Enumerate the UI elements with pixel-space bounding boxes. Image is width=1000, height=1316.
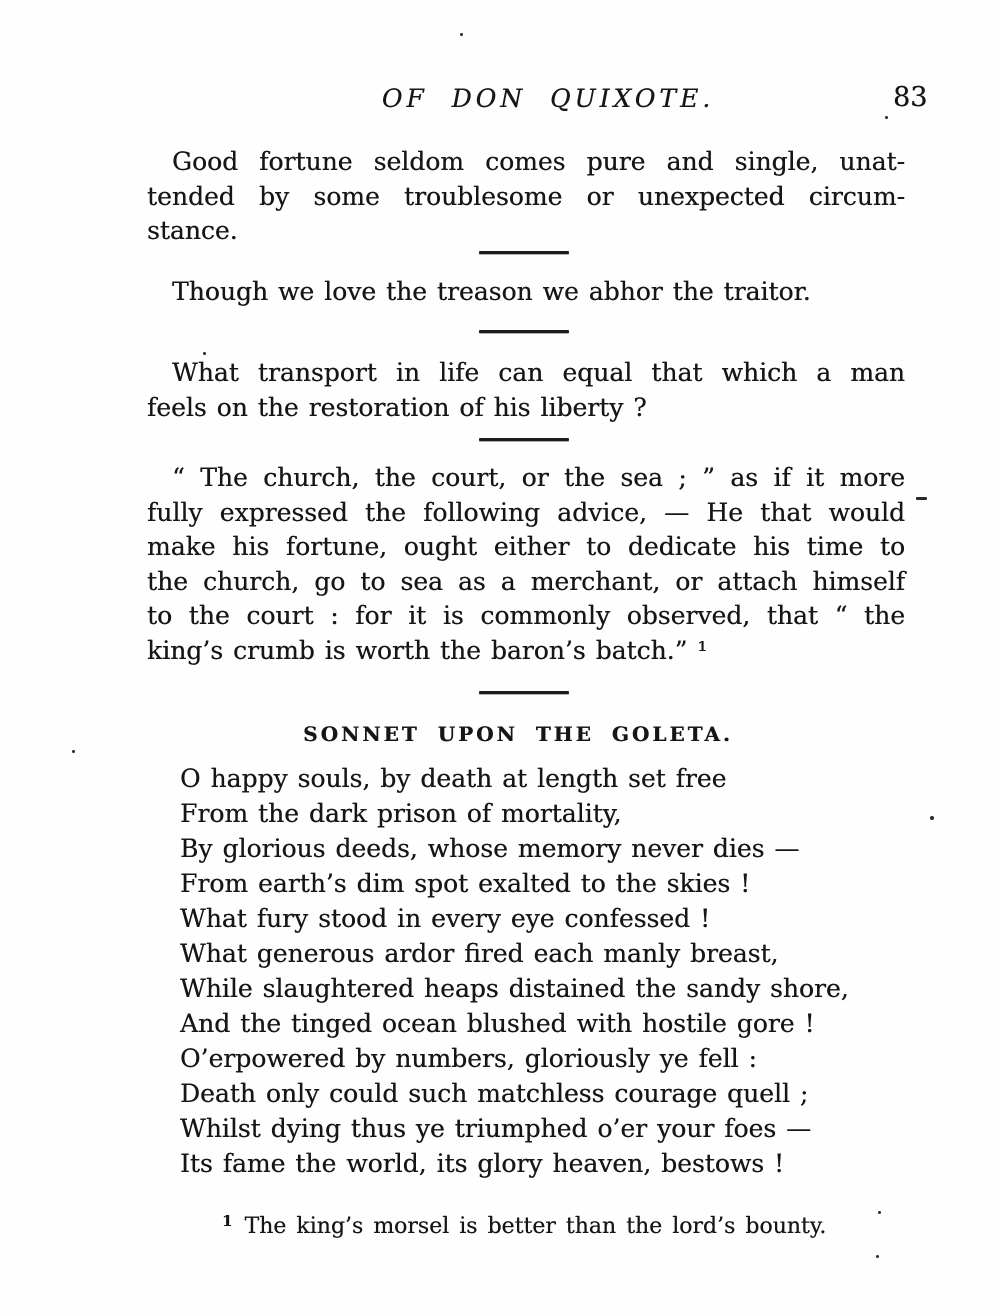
text-line: Though we love the treason we abhor the traitor. [172,277,811,306]
text-line: feels on the restoration of his liberty ? [147,392,647,422]
sonnet-line: Whilst dying thus ye triumphed o’er your foes — [180,1114,812,1143]
sonnet-line: By glorious deeds, whose memory never dies — [180,834,800,863]
section-divider [479,330,569,333]
scan-artifact [72,750,75,753]
text-line: make his fortune, ought either to dedicate his time to [147,532,905,561]
sonnet-heading: SONNET UPON THE GOLETA. [303,722,733,746]
passage-liberty [147,356,905,425]
sonnet-line: O’erpowered by numbers, gloriously ye fell : [180,1044,757,1073]
page-number: 83 [893,82,928,113]
page-header [0,84,1000,118]
sonnet-line: From the dark prison of mortality, [180,799,622,828]
text-line: What transport in life can equal that which a man [172,358,905,387]
passage-treason [147,275,905,310]
text-line: stance. [147,216,238,245]
scan-artifact [876,1255,879,1258]
footnote-text: The king’s morsel is better than the lord’s bounty. [244,1214,827,1239]
sonnet-line: What generous ardor fired each manly breast, [180,939,779,968]
text-line: the church, go to sea as a merchant, or attach himself [147,566,905,596]
footnote-marker: 1 [222,1212,233,1230]
text-line: “ The church, the court, or the sea ; ” as if it more [172,463,905,492]
footnote [222,1206,922,1242]
sonnet-line: While slaughtered heaps distained the sandy shore, [180,974,849,1003]
text-line: to the court : for it is commonly observed, that “ the [147,601,905,630]
sonnet-line: What fury stood in every eye confessed ! [180,904,711,933]
sonnet-line: Death only could such matchless courage quell ; [180,1079,809,1108]
text-line: king’s crumb is worth the baron’s batch.” ¹ [147,635,708,665]
running-title: OF DON QUIXOTE. [381,84,715,113]
text-line: Good fortune seldom comes pure and single, unat- [172,147,905,176]
scan-artifact [460,33,463,36]
sonnet-line: Its fame the world, its glory heaven, bestows ! [180,1149,785,1178]
scan-artifact [916,497,927,500]
passage-church-court-sea [147,461,905,668]
sonnet-line: From earth’s dim spot exalted to the skies ! [180,869,751,898]
sonnet-line: O happy souls, by death at length set free [180,764,727,793]
scan-artifact [203,352,206,355]
scan-artifact [885,116,888,119]
scan-artifact [930,816,934,820]
passage-good-fortune [147,145,905,249]
section-divider [479,691,569,694]
text-line: tended by some troublesome or unexpected circum- [147,181,905,211]
text-line: fully expressed the following advice, — He that would [147,497,905,527]
section-divider [479,438,569,441]
section-divider [479,251,569,254]
scan-artifact [878,1211,881,1214]
sonnet-line: And the tinged ocean blushed with hostile gore ! [180,1009,815,1038]
sonnet-goleta [180,761,920,1181]
